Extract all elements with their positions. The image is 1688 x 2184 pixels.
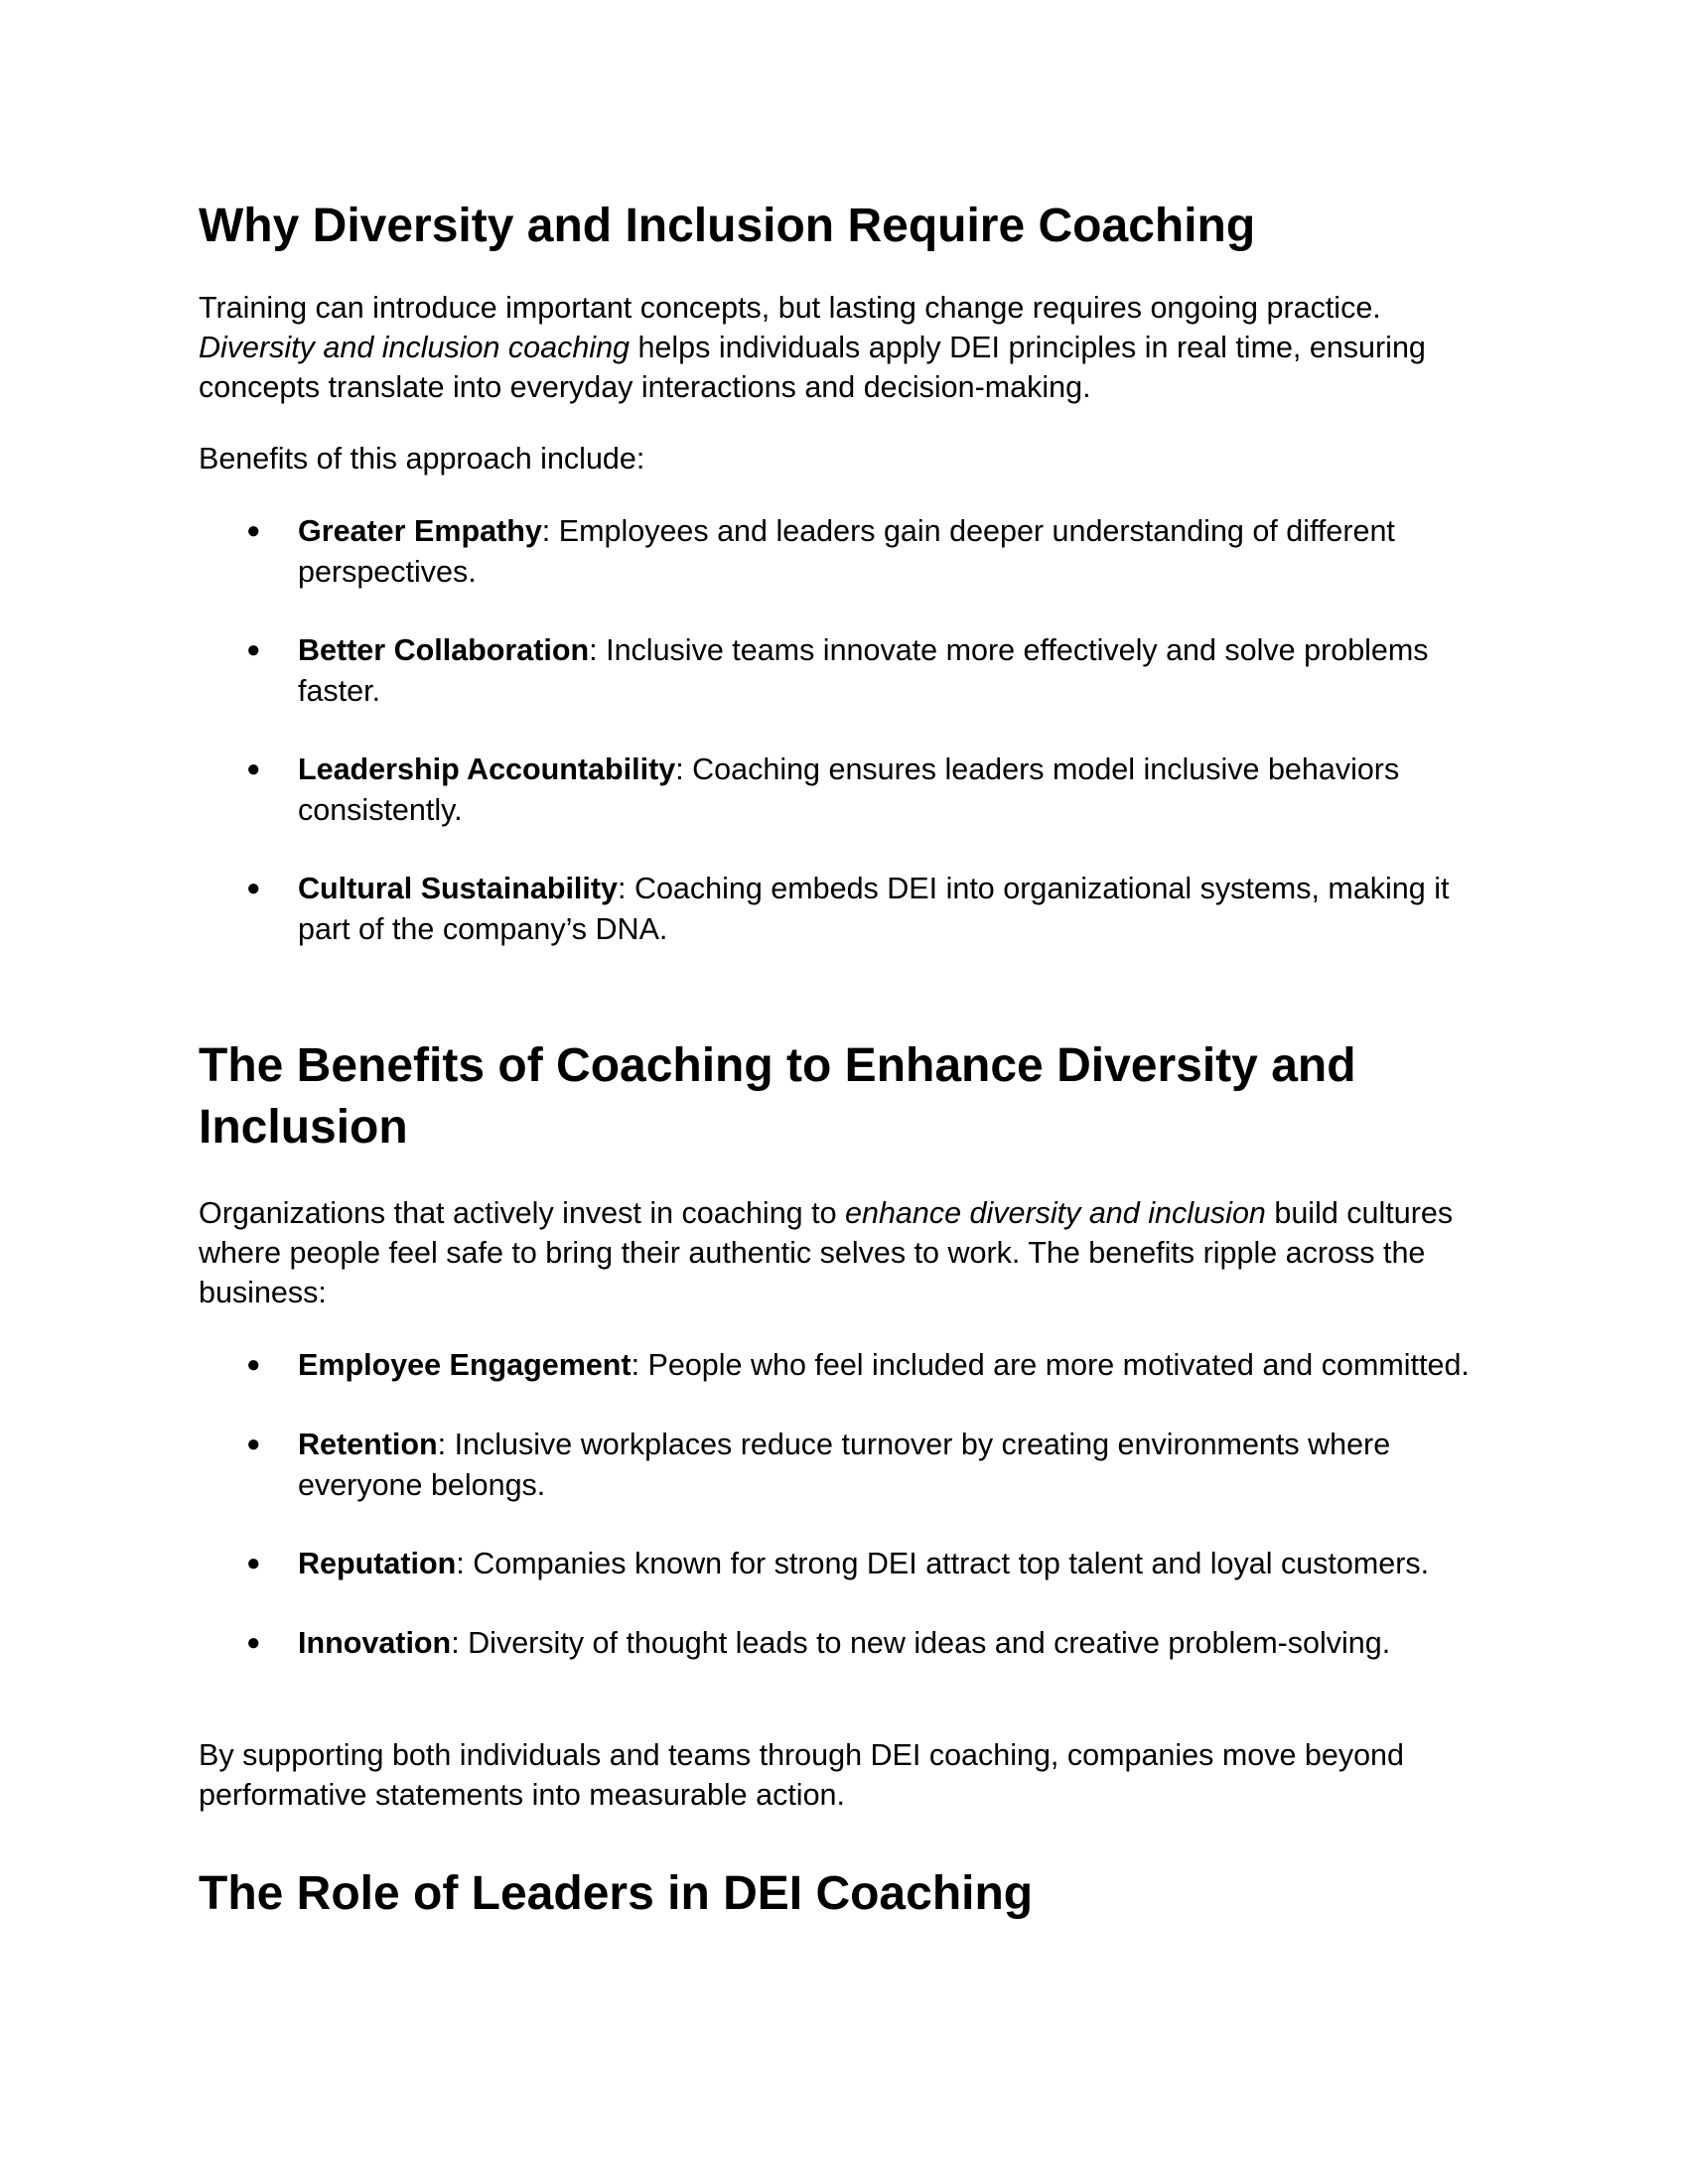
term: Better Collaboration	[298, 633, 590, 667]
term: Innovation	[298, 1626, 452, 1660]
desc-cont: everyone belongs.	[298, 1467, 546, 1502]
heading-why-diversity: Why Diversity and Inclusion Require Coaching	[199, 200, 1256, 252]
text-span: helps individuals apply DEI principles in real time, ensuring	[630, 331, 1426, 364]
term: Reputation	[298, 1547, 457, 1580]
desc: : Inclusive teams innovate more effectively and solve problems	[589, 633, 1429, 667]
bullet-icon: ●	[246, 755, 261, 782]
list-item-text	[298, 511, 1489, 592]
list-item-text	[298, 630, 1489, 711]
heading-benefits-line2: Inclusion	[199, 1101, 408, 1154]
term: Greater Empathy	[298, 514, 542, 548]
heading-benefits-line1: The Benefits of Coaching to Enhance Diversity and	[199, 1039, 1356, 1092]
desc: : Companies known for strong DEI attract top talent and loyal customers.	[456, 1547, 1430, 1580]
desc: : Coaching ensures leaders model inclusive behaviors	[675, 752, 1400, 786]
term: Employee Engagement	[298, 1348, 632, 1382]
desc-cont: faster.	[298, 673, 381, 708]
paragraph-training-line3: concepts translate into everyday interactions and decision-making.	[199, 370, 1091, 404]
paragraph-training-line2	[199, 328, 1489, 368]
text-span: build cultures	[1265, 1196, 1454, 1230]
bullet-icon: ●	[246, 875, 261, 901]
text-span: Organizations that actively invest in coaching to	[199, 1196, 846, 1230]
bullet-icon: ●	[246, 636, 261, 663]
paragraph-organizations-line1	[199, 1193, 1489, 1234]
desc-cont: perspectives.	[298, 554, 477, 589]
list-item-text	[298, 1425, 1489, 1505]
italic-phrase: Diversity and inclusion coaching	[199, 331, 630, 364]
list-item-text	[298, 1345, 1489, 1386]
list-item-text	[298, 1623, 1489, 1664]
list-item-text	[298, 869, 1489, 949]
bullet-icon: ●	[246, 517, 261, 544]
bullet-icon: ●	[246, 1550, 261, 1576]
desc-cont: consistently.	[298, 792, 463, 827]
bullet-icon: ●	[246, 1629, 261, 1656]
heading-role-of-leaders: The Role of Leaders in DEI Coaching	[199, 1867, 1034, 1920]
list-item-text	[298, 750, 1489, 830]
paragraph-training-line1: Training can introduce important concepts, but lasting change requires ongoing practice.	[199, 291, 1381, 325]
paragraph-benefits-lead: Benefits of this approach include:	[199, 442, 645, 476]
bullet-icon: ●	[246, 1431, 261, 1457]
desc-cont: part of the company’s DNA.	[298, 911, 668, 946]
paragraph-organizations-line3: business:	[199, 1276, 327, 1309]
term: Retention	[298, 1428, 438, 1461]
desc: : People who feel included are more motivated and committed.	[631, 1348, 1470, 1382]
paragraph-closing-line1: By supporting both individuals and teams through DEI coaching, companies move beyond	[199, 1738, 1404, 1772]
term: Leadership Accountability	[298, 752, 676, 786]
desc: : Diversity of thought leads to new ideas and creative problem-solving.	[451, 1626, 1391, 1660]
bullet-icon: ●	[246, 1351, 261, 1378]
italic-phrase: enhance diversity and inclusion	[845, 1196, 1266, 1230]
paragraph-organizations-line2: where people feel safe to bring their authentic selves to work. The benefits ripple across the	[199, 1236, 1426, 1270]
desc: : Coaching embeds DEI into organizational systems, making it	[618, 872, 1450, 905]
list-item-text	[298, 1544, 1489, 1584]
desc: : Employees and leaders gain deeper understanding of different	[541, 514, 1395, 548]
desc: : Inclusive workplaces reduce turnover by creating environments where	[437, 1428, 1391, 1461]
paragraph-closing-line2: performative statements into measurable action.	[199, 1778, 845, 1812]
term: Cultural Sustainability	[298, 872, 618, 905]
